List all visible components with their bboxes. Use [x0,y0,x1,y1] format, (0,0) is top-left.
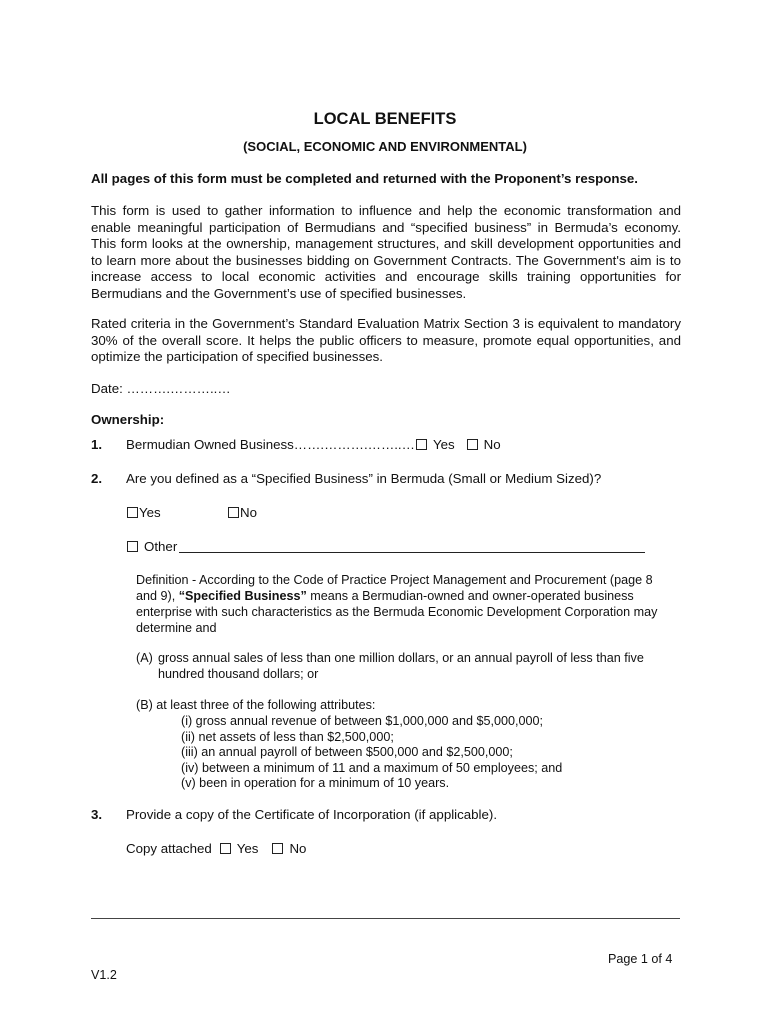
ownership-heading: Ownership: [91,412,165,427]
q3-copy-label: Copy attached [126,841,212,856]
form-title: LOCAL BENEFITS [313,110,457,128]
date-field[interactable]: Date: ……….………..… [91,381,231,396]
q3-no-checkbox[interactable] [272,843,283,854]
instruction-text: All pages of this form must be completed and returned with the Proponent’s response. [91,171,638,186]
criterion-b-item: (ii) net assets of less than $2,500,000; [181,729,394,744]
criterion-b-item: (iii) an annual payroll of between $500,000 and $2,500,000; [181,745,513,759]
q2-yes-option[interactable] [126,505,161,520]
question-1-text: Bermudian Owned Business…….……….……..… [126,437,415,452]
criterion-b-item: (iv) between a minimum of 11 and a maximum of 50 employees; and [181,760,563,775]
question-2-number: 2. [91,471,103,486]
q2-no-label: No [240,505,257,520]
q2-other-input-line[interactable] [179,552,645,553]
criterion-b-text: (B) at least three of the following attributes: [136,698,376,712]
q2-no-checkbox[interactable] [228,507,239,518]
definition-paragraph [136,572,676,636]
q2-no-option[interactable] [226,505,257,520]
question-2-text: Are you defined as a “Specified Business” in Bermuda (Small or Medium Sized)? [126,471,602,486]
q2-other-option[interactable] [126,539,645,554]
version-label: V1.2 [91,968,117,982]
definition-intro: Definition - According to the Code of Practice Project Management and Procurement (page 8 and 9), [136,573,653,603]
criterion-a-text [158,651,668,682]
intro-paragraph-1: This form is used to gather information to influence and help the economic transformation and enable meaningful participation of Bermudians and “specified business” in Bermuda’s economy. This form looks at the ownership, management structures, and skill development opportunities and to learn more about the businesses bidding on Government Contracts. The Government's aim is to increase access to local economic activities and encourage skills training opportunities for Bermudians and the Government’s use of specified businesses. [91,203,681,301]
q3-no-label: No [289,841,307,856]
q3-yes-checkbox[interactable] [220,843,231,854]
definition-rest: means a Bermudian-owned and owner-operated business enterprise with such characteristics as the Bermuda Economic Development Corporation may determine and [136,589,658,635]
q3-copy-row [126,841,306,856]
criterion-b-item: (v) been in operation for a minimum of 10 years. [181,776,450,790]
q2-other-label: Other [144,539,178,554]
criterion-b-item: (i) gross annual revenue of between $1,000,000 and $5,000,000; [181,714,543,728]
question-3-number: 3. [91,807,103,822]
question-1-row [126,437,501,452]
criterion-b-list [181,714,562,792]
q1-yes-label: Yes [432,437,455,452]
question-1-number: 1. [91,437,103,452]
intro-paragraph-2: Rated criteria in the Government’s Standard Evaluation Matrix Section 3 is equivalent to mandatory 30% of the overall score. It helps the public officers to measure, promote equal opportunities, and optimize the participation of specified businesses. [91,316,681,364]
q2-yes-checkbox[interactable] [127,507,138,518]
footer-divider [91,918,680,919]
q2-other-checkbox[interactable] [127,541,138,552]
criterion-a-body: gross annual sales of less than one million dollars, or an annual payroll of less than five hundred thousand dollars; or [158,651,644,681]
q1-no-label: No [483,437,501,452]
definition-term: “Specified Business” [178,589,307,603]
q1-yes-checkbox[interactable] [416,439,427,450]
q3-yes-label: Yes [236,841,259,856]
form-subtitle: (SOCIAL, ECONOMIC AND ENVIRONMENTAL) [243,139,527,154]
criterion-a-label: (A) [136,651,153,665]
q2-yes-label: Yes [139,505,161,520]
question-3-text: Provide a copy of the Certificate of Incorporation (if applicable). [126,807,498,822]
page-number: Page 1 of 4 [608,952,673,966]
q1-no-checkbox[interactable] [467,439,478,450]
